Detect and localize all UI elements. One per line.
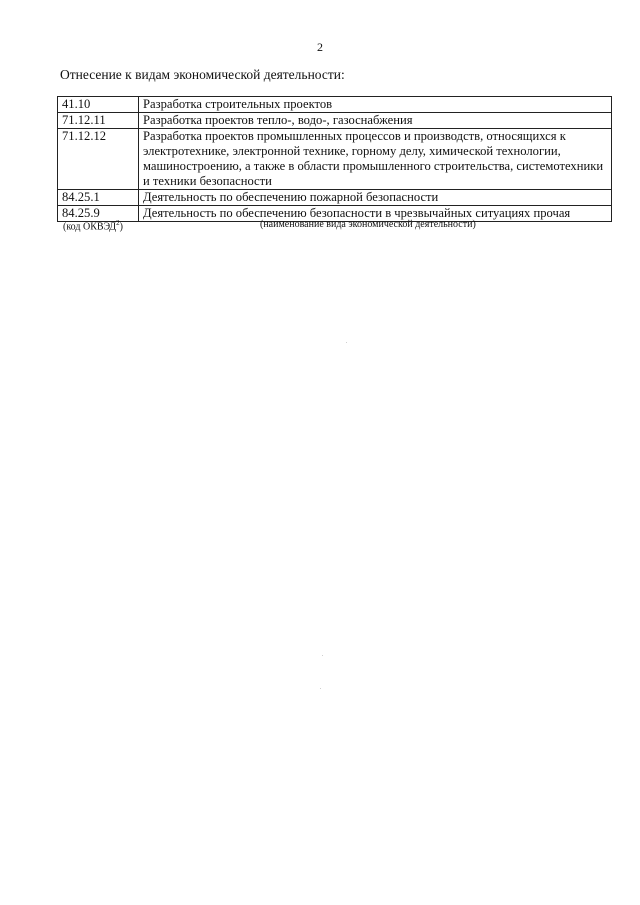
okved-code: 84.25.1: [58, 190, 139, 206]
okved-code: 41.10: [58, 97, 139, 113]
okved-code-caption: [63, 219, 123, 232]
table-row: [58, 129, 612, 190]
okved-code: 71.12.12: [58, 129, 139, 190]
scan-speck: [320, 688, 321, 689]
activity-name: Деятельность по обеспечению безопасности в чрезвычайных ситуациях прочая: [139, 206, 612, 222]
activity-name-caption: (наименование вида экономической деятельности): [260, 219, 476, 230]
table-row: [58, 190, 612, 206]
footnote-marker: 2: [116, 219, 120, 227]
activity-name: Деятельность по обеспечению пожарной безопасности: [139, 190, 612, 206]
activity-name: Разработка строительных проектов: [139, 97, 612, 113]
activity-name: Разработка проектов промышленных процессов и производств, относящихся к электротехнике, электронной технике, горному делу, химической технологии, машиностроению, а также в области промышленного строительства, системотехники и техники безопасности: [139, 129, 612, 190]
scan-speck: [346, 342, 347, 343]
section-heading: Отнесение к видам экономической деятельности:: [60, 67, 345, 82]
table-captions: [57, 219, 612, 233]
okved-code: 84.25.9: [58, 206, 139, 222]
scan-speck: [322, 655, 323, 656]
okved-code: 71.12.11: [58, 113, 139, 129]
okved-code-caption-text: (код ОКВЭД: [63, 221, 117, 233]
page-number: 2: [317, 40, 323, 54]
table-row: [58, 97, 612, 113]
okved-table: [57, 96, 612, 222]
okved-code-caption-close: ): [119, 221, 123, 233]
table-row: [58, 113, 612, 129]
activity-name: Разработка проектов тепло-, водо-, газоснабжения: [139, 113, 612, 129]
